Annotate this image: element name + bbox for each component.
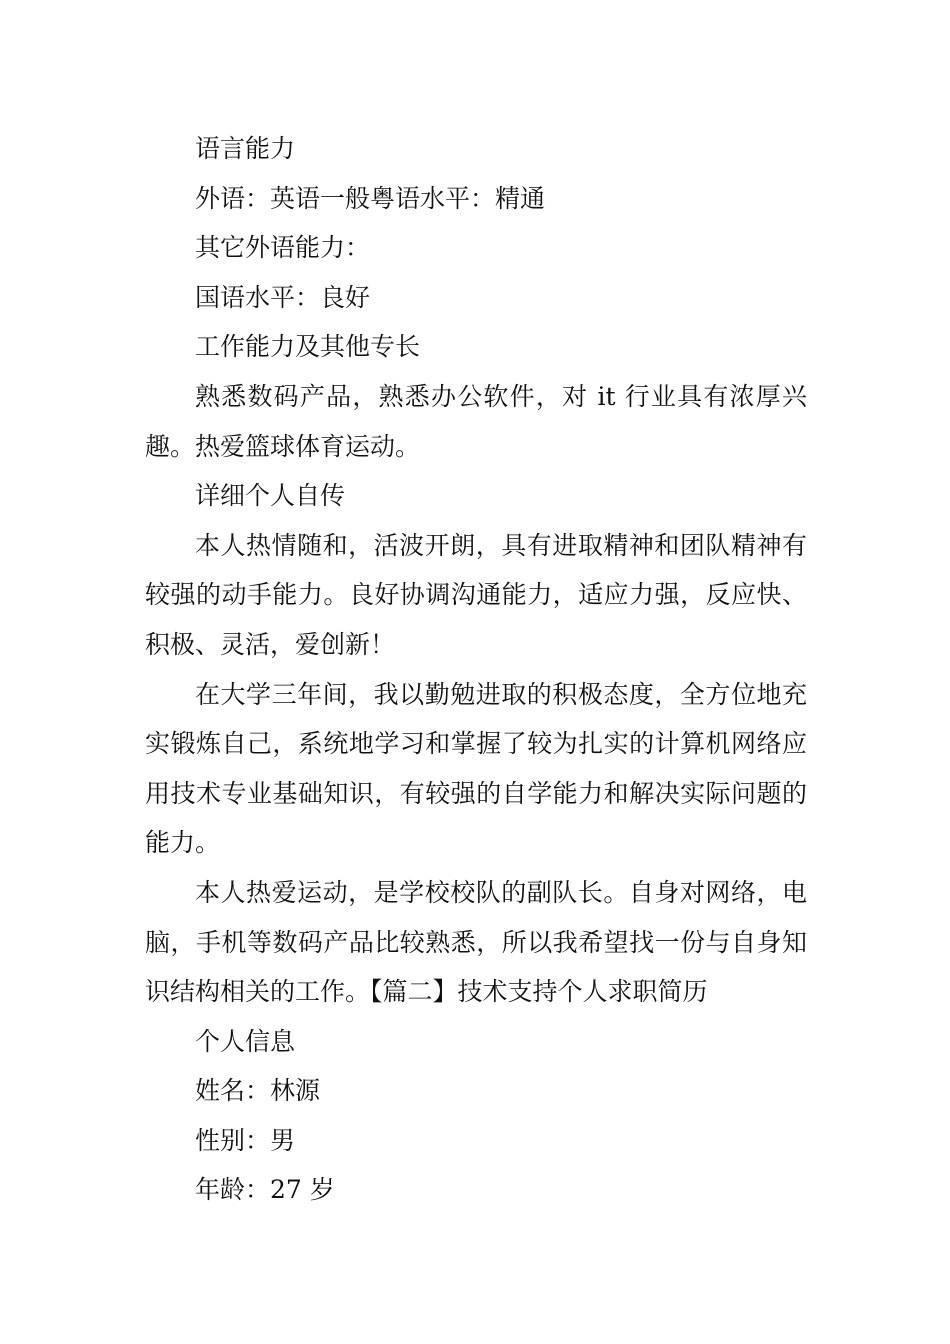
- gender-line: 性别：男: [195, 1125, 296, 1155]
- heading-work-ability: 工作能力及其他专长: [195, 332, 421, 362]
- heading-language-ability: 语言能力: [195, 134, 296, 163]
- name-line: 姓名：林源: [195, 1076, 321, 1106]
- foreign-language-line: 外语：英语一般粤语水平：精通: [195, 183, 546, 213]
- heading-personal-info: 个人信息: [195, 1026, 296, 1056]
- university-paragraph: 在大学三年间，我以勤勉进取的积极态度，全方位地充实锻炼自己，系统地学习和掌握了较为扎实的计算机网络应用技术专业基础知识，有较强的自学能力和解决实际问题的能力。: [145, 679, 807, 858]
- other-language-line: 其它外语能力：: [195, 233, 371, 263]
- heading-autobiography: 详细个人自传: [195, 481, 346, 511]
- age-line: 年龄：27 岁: [195, 1175, 335, 1205]
- mandarin-level-line: 国语水平：良好: [195, 282, 371, 312]
- personality-paragraph: 本人热情随和，活波开朗，具有进取精神和团队精神有较强的动手能力。良好协调沟通能力，适应力强，反应快、积极、灵活，爱创新！: [145, 530, 807, 659]
- document-page: [145, 124, 807, 1215]
- sports-paragraph: 本人热爱运动，是学校校队的副队长。自身对网络，电脑，手机等数码产品比较熟悉，所以我希望找一份与自身知识结构相关的工作。【篇二】技术支持个人求职简历: [145, 877, 807, 1007]
- skills-paragraph: 熟悉数码产品，熟悉办公软件，对 it 行业具有浓厚兴趣。热爱篮球体育运动。: [145, 381, 807, 461]
